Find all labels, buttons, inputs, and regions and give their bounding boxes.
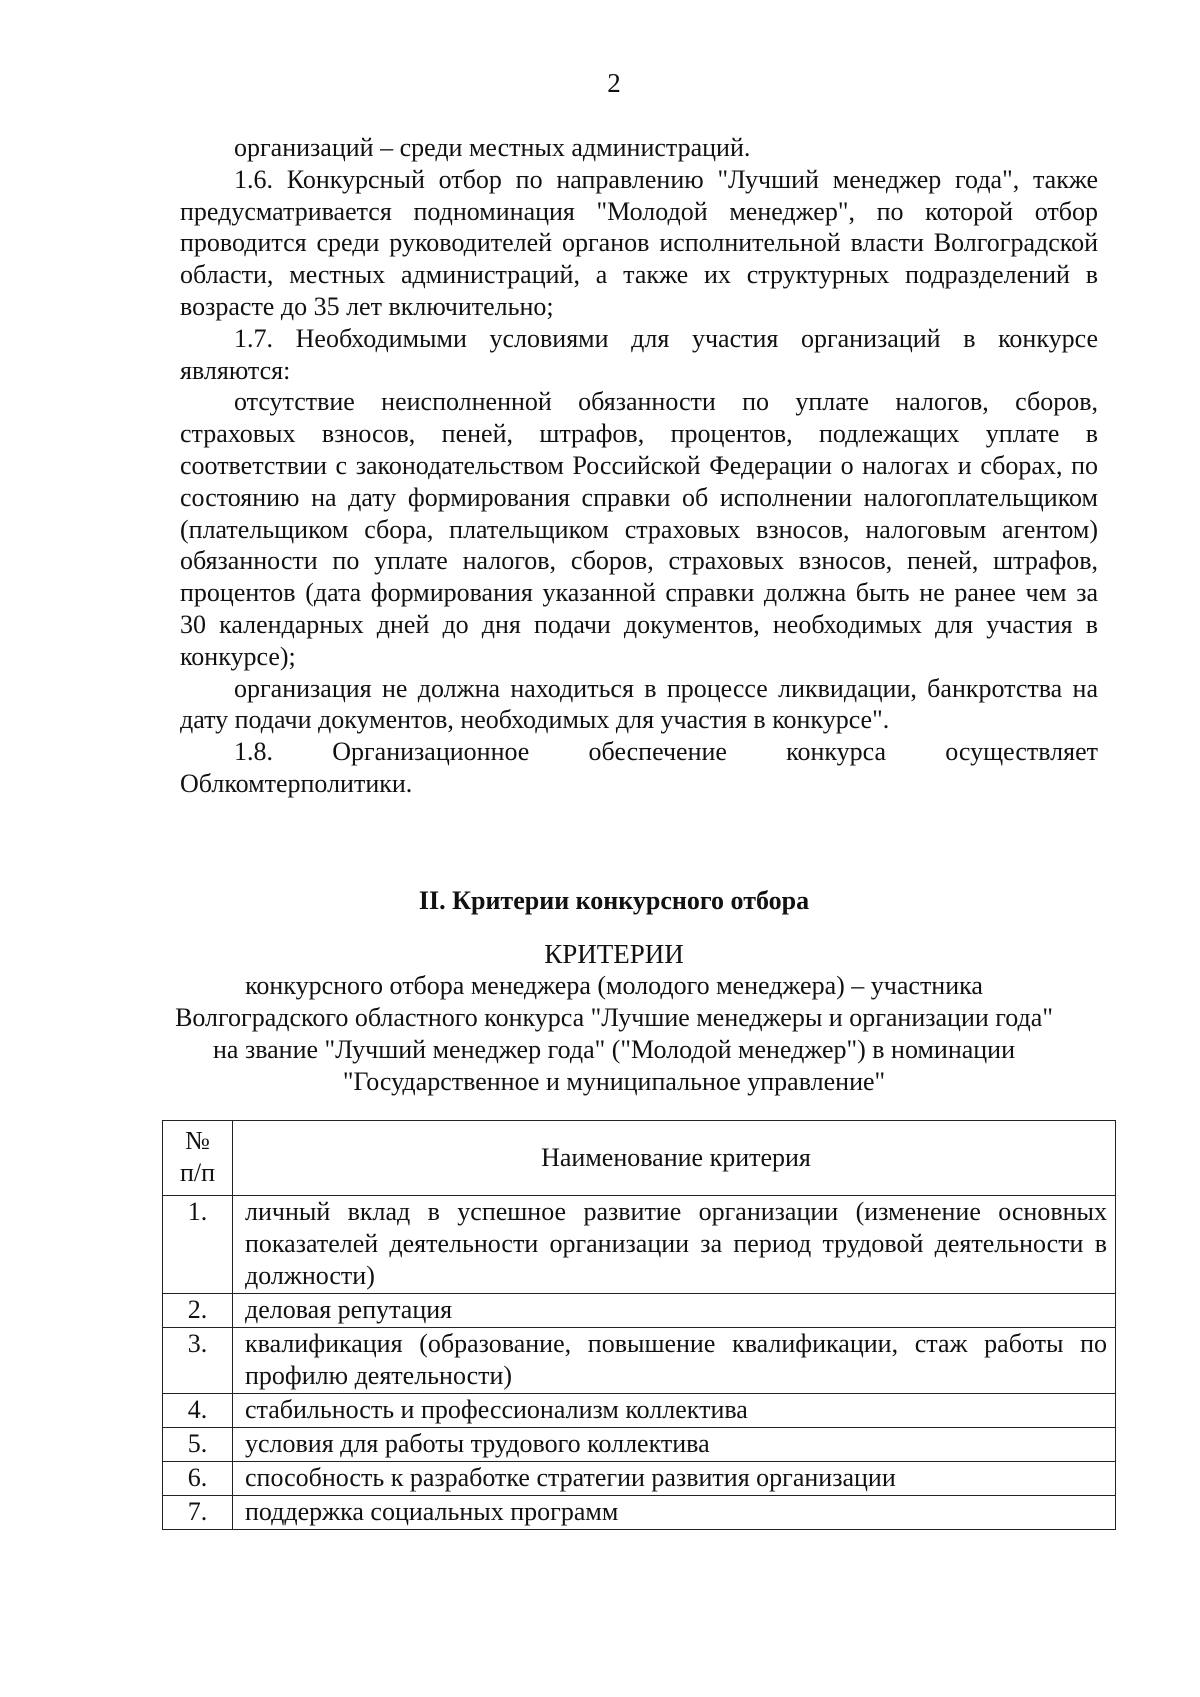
row-criterion: способность к разработке стратегии развития организации: [233, 1462, 1116, 1496]
criteria-title: [0, 938, 1200, 1098]
table-row: [163, 1394, 1116, 1428]
row-number: 7.: [163, 1496, 233, 1530]
section-heading: II. Критерии конкурсного отбора: [418, 886, 810, 915]
criteria-table: [162, 1120, 1116, 1530]
criteria-title-caps: КРИТЕРИИ: [544, 939, 684, 969]
paragraph: 1.8. Организационное обеспечение конкурса осуществляет Облкомтерполитики.: [180, 737, 1098, 798]
criteria-title-line: на звание "Лучший менеджер года" ("Молодой менеджер") в номинации: [212, 1035, 1016, 1064]
row-criterion: стабильность и профессионализм коллектива: [233, 1394, 1116, 1428]
row-number: 2.: [163, 1294, 233, 1328]
row-number: 1.: [163, 1196, 233, 1294]
table-row: [163, 1328, 1116, 1394]
row-number: 3.: [163, 1328, 233, 1394]
body-text: [180, 132, 1098, 800]
table-row: [163, 1496, 1116, 1530]
paragraph: отсутствие неисполненной обязанности по уплате налогов, сборов, страховых взносов, пеней, штрафов, процентов, подлежащих уплате в соответствии с законодательством Российской Федерации о налогах и сборах, по состоянию на дату формирования справки об исполнении налогоплательщиком (плательщиком сбора, плательщиком страховых взносов, налоговым агентом) обязанности по уплате налогов, сборов, страховых взносов, пеней, штрафов, процентов (дата формирования указанной справки должна быть не ранее чем за 30 календарных дней до дня подачи документов, необходимых для участия в конкурсе);: [180, 387, 1098, 671]
row-number: 6.: [163, 1462, 233, 1496]
row-number: 4.: [163, 1394, 233, 1428]
row-criterion: условия для работы трудового коллектива: [233, 1428, 1116, 1462]
header-number: [163, 1121, 233, 1196]
header-criterion-name: Наименование критерия: [233, 1121, 1116, 1196]
table-header-row: [163, 1121, 1116, 1196]
row-criterion: поддержка социальных программ: [233, 1496, 1116, 1530]
table-row: [163, 1428, 1116, 1462]
row-number: 5.: [163, 1428, 233, 1462]
paragraph: организация не должна находиться в процессе ликвидации, банкротства на дату подачи документов, необходимых для участия в конкурсе".: [180, 673, 1098, 735]
criteria-title-line: конкурсного отбора менеджера (молодого менеджера) – участника: [245, 971, 983, 1000]
criteria-title-line: Волгоградского областного конкурса "Лучшие менеджеры и организации года": [175, 1003, 1053, 1032]
criteria-title-line: "Государственное и муниципальное управление": [342, 1067, 886, 1096]
row-criterion: личный вклад в успешное развитие организации (изменение основных показателей деятельности организации за период трудовой деятельности в должности): [233, 1196, 1116, 1294]
row-criterion: деловая репутация: [233, 1294, 1116, 1328]
header-number-line: п/п: [179, 1158, 216, 1187]
header-number-line: №: [185, 1126, 210, 1155]
page-number: 2: [607, 68, 621, 98]
table-row: [163, 1294, 1116, 1328]
paragraph: 1.7. Необходимыми условиями для участия организаций в конкурсе являются:: [180, 323, 1098, 385]
row-criterion: квалификация (образование, повышение квалификации, стаж работы по профилю деятельности): [233, 1328, 1116, 1394]
paragraph: организаций – среди местных администраций.: [234, 133, 751, 162]
table-row: [163, 1196, 1116, 1294]
table-row: [163, 1462, 1116, 1496]
paragraph: 1.6. Конкурсный отбор по направлению "Лучший менеджер года", также предусматривается подноминация "Молодой менеджер", по которой отбор проводится среди руководителей органов исполнительной власти Волгоградской области, местных администраций, а также их структурных подразделений в возрасте до 35 лет включительно;: [180, 164, 1098, 321]
